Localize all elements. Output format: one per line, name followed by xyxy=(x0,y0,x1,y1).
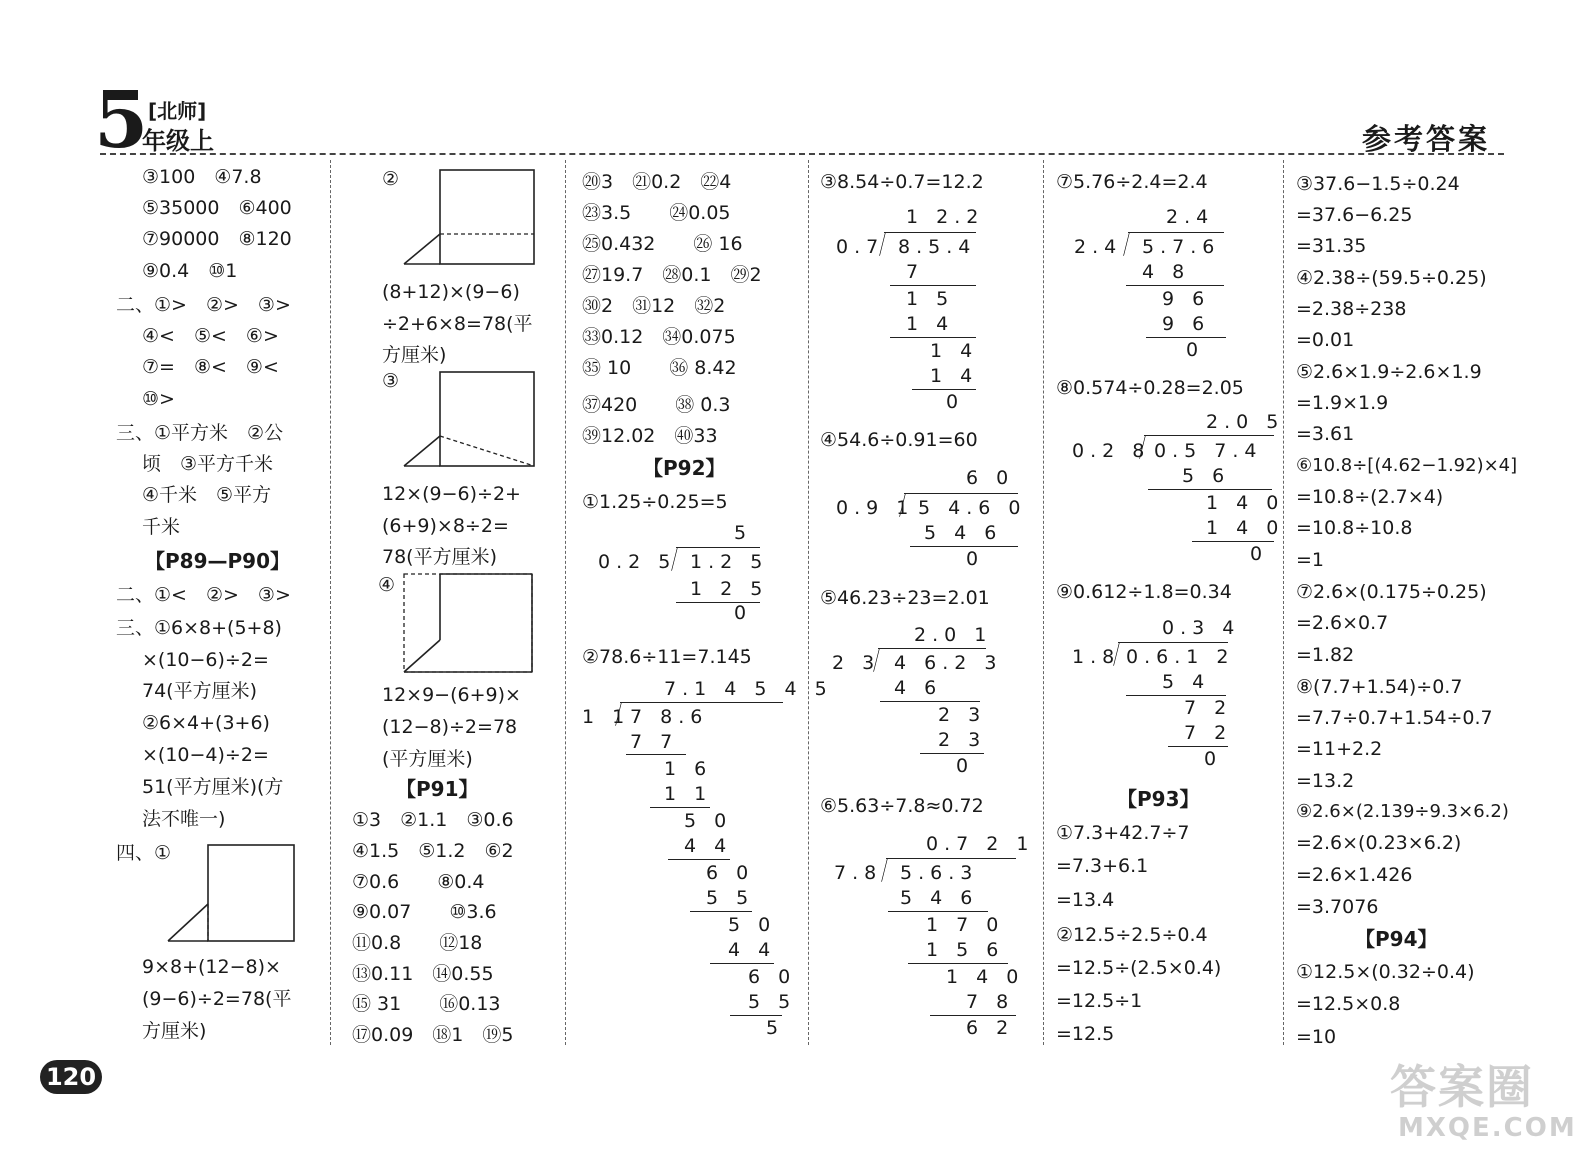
answer-line: =12.5 xyxy=(1056,1023,1115,1045)
quotient: 6 0 xyxy=(966,467,1015,489)
division-step: 1 4 xyxy=(930,365,979,387)
division-remainder: 0 xyxy=(966,548,985,570)
dividend: 0.5 7.4 xyxy=(1154,440,1263,462)
answer-line: =10.8÷10.8 xyxy=(1296,517,1413,539)
division-rule xyxy=(668,859,730,860)
answer-line: =7.7÷0.7+1.54÷0.7 xyxy=(1296,707,1493,729)
division-rule xyxy=(910,546,1018,547)
answer-line: (6+9)×8÷2= xyxy=(382,515,509,537)
watermark-text: 答案圈 xyxy=(1390,1060,1534,1114)
division-step: 5 6 xyxy=(1182,465,1231,487)
dividend: 7 8.6 xyxy=(630,706,709,728)
answer-line: =10 xyxy=(1296,1026,1337,1048)
answer-line: =7.3+6.1 xyxy=(1056,855,1149,877)
answer-line: 四、① xyxy=(116,842,172,864)
quotient: 0.3 4 xyxy=(1162,617,1241,639)
answer-line: 51(平方厘米)(方 xyxy=(142,776,284,798)
logo-edition: [北师] xyxy=(148,99,207,123)
answer-line: ②12.5÷2.5÷0.4 xyxy=(1056,924,1208,946)
answer-line: ③100 ④7.8 xyxy=(142,166,262,188)
divisor: 1 1 xyxy=(582,706,631,728)
answer-line: 78(平方厘米) xyxy=(382,546,498,568)
section-heading: 【P93】 xyxy=(1117,787,1200,811)
dividend: 1.2 5 xyxy=(690,551,769,573)
division-step: 5 5 xyxy=(706,887,755,909)
answer-line: ⑦2.6×(0.175÷0.25) xyxy=(1296,581,1487,603)
division-step: 6 0 xyxy=(706,862,755,884)
answer-line: ⑤2.6×1.9÷2.6×1.9 xyxy=(1296,361,1482,383)
answer-line: 三、①平方米 ②公 xyxy=(116,422,284,444)
divisor: 0.9 1 xyxy=(836,497,915,519)
watermark-url: MXQE.COM xyxy=(1398,1113,1577,1143)
answer-line: =2.38÷238 xyxy=(1296,298,1407,320)
answer-line: =2.6×(0.23×6.2) xyxy=(1296,832,1462,854)
division-remainder: 0 xyxy=(1250,543,1269,565)
answer-line: =13.2 xyxy=(1296,770,1355,792)
division-step: 6 0 xyxy=(748,966,797,988)
answer-line: ⑪0.8 ⑫18 xyxy=(352,932,483,954)
division-rule xyxy=(890,285,976,286)
division-rule xyxy=(1168,746,1228,747)
quotient: 2.0 5 xyxy=(1206,411,1285,433)
division-rule xyxy=(1126,285,1224,286)
division-rule xyxy=(880,701,980,702)
division-step: 4 4 xyxy=(684,835,733,857)
division-rule xyxy=(920,753,984,754)
answer-line: ④1.5 ⑤1.2 ⑥2 xyxy=(352,840,514,862)
divisor: 1.8 xyxy=(1072,646,1121,668)
divisor: 7.8 xyxy=(834,862,883,884)
division-bar xyxy=(886,858,1016,859)
answer-line: ⑤35000 ⑥400 xyxy=(142,197,292,219)
answer-line: ⑨0.4 ⑩1 xyxy=(142,260,238,282)
answer-line: 二、①> ②> ③> xyxy=(116,294,291,316)
figure-label: ③ xyxy=(382,370,400,392)
page-title: 参考答案 xyxy=(1362,122,1491,156)
division-step: 1 4 xyxy=(906,313,955,335)
column-divider xyxy=(330,160,331,1045)
quotient: 0.7 2 1 xyxy=(926,833,1035,855)
answer-line: 三、①6×8+(5+8) xyxy=(116,617,282,639)
answer-line: ⑧0.574÷0.28=2.05 xyxy=(1056,377,1244,399)
division-remainder: 0 xyxy=(734,602,753,624)
answer-line: ⑨0.07 ⑩3.6 xyxy=(352,901,497,923)
dividend: 5.7.6 xyxy=(1142,236,1221,258)
answer-line: =12.5÷1 xyxy=(1056,990,1143,1012)
answer-line: =10.8÷(2.7×4) xyxy=(1296,486,1444,508)
answer-line: ㉕0.432 ㉖ 16 xyxy=(582,233,743,255)
division-step: 7 7 xyxy=(630,731,679,753)
quotient: 5 xyxy=(734,522,753,544)
answer-line: 12×9−(6+9)× xyxy=(382,684,521,706)
answer-line: ㉝0.12 ㉞0.075 xyxy=(582,326,736,348)
division-rule xyxy=(1126,695,1226,696)
section-heading: 【P91】 xyxy=(396,777,479,801)
answer-line: (9−6)÷2=78(平 xyxy=(142,988,292,1010)
answer-line: =11+2.2 xyxy=(1296,738,1383,760)
division-remainder: 0 xyxy=(946,391,965,413)
divisor: 0.2 8 xyxy=(1072,440,1151,462)
answer-line: ㉚2 ㉛12 ㉜2 xyxy=(582,295,726,317)
divisor: 2 3 xyxy=(832,652,881,674)
answer-line: ⑨2.6×(2.139÷9.3×6.2) xyxy=(1296,801,1509,822)
answer-line: ⑦0.6 ⑧0.4 xyxy=(352,871,485,893)
answer-line: ⑮ 31 ⑯0.13 xyxy=(352,993,501,1015)
division-step: 1 5 xyxy=(906,288,955,310)
dividend: 0.6.1 2 xyxy=(1126,646,1235,668)
answer-line: ⑦5.76÷2.4=2.4 xyxy=(1056,171,1208,193)
division-bar xyxy=(1144,435,1274,436)
quotient: 2.4 xyxy=(1166,206,1215,228)
answer-line: ②78.6÷11=7.14̇5̇ xyxy=(582,646,752,668)
answer-line: =13.4 xyxy=(1056,889,1115,911)
division-remainder: 6 2 xyxy=(966,1017,1015,1039)
division-step: 1 4 xyxy=(930,340,979,362)
division-bar xyxy=(904,493,1018,494)
answer-line: ㊴12.02 ㊵33 xyxy=(582,425,718,447)
trapezoid-figure xyxy=(400,168,540,268)
division-step: 5 5 xyxy=(748,991,797,1013)
trapezoid-figure xyxy=(400,572,540,676)
answer-line: ④2.38÷(59.5÷0.25) xyxy=(1296,267,1487,289)
answer-line: ⑥10.8÷[(4.62−1.92)×4] xyxy=(1296,455,1518,476)
logo-grade-label: 年级上 xyxy=(142,127,214,155)
trapezoid-figure xyxy=(400,370,540,470)
answer-line: ⑳3 ㉑0.2 ㉒4 xyxy=(582,171,732,193)
answer-line: ×(10−4)÷2= xyxy=(142,744,269,766)
division-step: 7 8 xyxy=(966,991,1015,1013)
column-divider xyxy=(1043,160,1044,1045)
answer-line: =0.01 xyxy=(1296,329,1355,351)
quotient: 1 2.2 xyxy=(906,206,985,228)
answer-line: 二、①< ②> ③> xyxy=(116,584,291,606)
division-rule xyxy=(1146,337,1226,338)
header-divider xyxy=(100,153,1504,155)
answer-line: 方厘米) xyxy=(142,1020,207,1042)
division-bar xyxy=(1118,642,1228,643)
divisor: 0.2 5 xyxy=(598,551,677,573)
divisor: 0.7 xyxy=(836,236,885,258)
answer-line: ①3 ②1.1 ③0.6 xyxy=(352,809,514,831)
division-bar xyxy=(878,648,986,649)
dividend: 4 6.2 3 xyxy=(894,652,1003,674)
answer-line: ⑧(7.7+1.54)÷0.7 xyxy=(1296,676,1463,698)
answer-line: (8+12)×(9−6) xyxy=(382,281,520,303)
answer-line: 法不唯一) xyxy=(142,808,226,830)
division-step: 9 6 xyxy=(1162,313,1211,335)
division-step: 1 4 0 xyxy=(1206,517,1285,539)
division-rule xyxy=(908,963,1008,964)
division-remainder: 0 xyxy=(1186,339,1205,361)
division-step: 1 4 0 xyxy=(1206,492,1285,514)
answer-line: 顷 ③平方千米 xyxy=(142,453,274,475)
division-rule xyxy=(912,389,976,390)
answer-line: 方厘米) xyxy=(382,344,447,366)
division-remainder: 5 xyxy=(766,1017,785,1039)
division-rule xyxy=(890,337,976,338)
division-step: 1 5 6 xyxy=(926,939,1005,961)
column-divider xyxy=(565,160,566,1045)
answer-line: =1.9×1.9 xyxy=(1296,392,1389,414)
answer-line: =31.35 xyxy=(1296,235,1367,257)
quotient: 7.1 4 5 4 5 xyxy=(664,678,833,700)
answer-line: ㉗19.7 ㉘0.1 ㉙2 xyxy=(582,264,762,286)
division-step: 5 4 xyxy=(1162,671,1211,693)
divisor: 2.4 xyxy=(1074,236,1123,258)
division-rule xyxy=(730,1015,782,1016)
answer-line: 千米 xyxy=(142,516,181,538)
division-step: 1 2 5 xyxy=(690,578,769,600)
answer-line: ㉟ 10 ㊱ 8.42 xyxy=(582,357,737,379)
answer-line: (平方厘米) xyxy=(382,748,473,770)
section-heading: 【P94】 xyxy=(1355,927,1438,951)
division-step: 7 2 xyxy=(1184,697,1233,719)
answer-line: ⑥5.63÷7.8≈0.72 xyxy=(820,795,984,817)
answer-line: 74(平方厘米) xyxy=(142,680,258,702)
dividend: 8.5.4 xyxy=(898,236,977,258)
answer-line: =2.6×0.7 xyxy=(1296,612,1389,634)
division-step: 4 8 xyxy=(1142,261,1191,283)
division-rule xyxy=(1192,541,1274,542)
division-step: 2 3 xyxy=(938,729,987,751)
division-step: 5 0 xyxy=(684,810,733,832)
column-divider xyxy=(808,160,809,1045)
division-bar xyxy=(620,702,783,703)
section-heading: 【P89—P90】 xyxy=(145,549,290,573)
answer-line: =3.7076 xyxy=(1296,896,1379,918)
division-step: 4 6 xyxy=(894,677,943,699)
division-step: 5 0 xyxy=(728,914,777,936)
section-heading: 【P92】 xyxy=(643,456,726,480)
division-bar xyxy=(1128,232,1224,233)
answer-line: ㊲420 ㊳ 0̇.3 xyxy=(582,394,731,416)
answer-line: =12.5÷(2.5×0.4) xyxy=(1056,957,1222,979)
answer-line: ⑦90000 ⑧120 xyxy=(142,228,292,250)
answer-line: 9×8+(12−8)× xyxy=(142,956,281,978)
division-step: 5 4 6 xyxy=(900,887,979,909)
answer-line: ①7.3+42.7÷7 xyxy=(1056,822,1190,844)
page-header xyxy=(0,0,1580,166)
division-step: 1 7 0 xyxy=(926,914,1005,936)
quotient: 2.0 1 xyxy=(914,624,993,646)
answer-line: =2.6×1.426 xyxy=(1296,864,1413,886)
answer-line: =37.6−6.25 xyxy=(1296,204,1413,226)
answer-line: ①1.25÷0.25=5 xyxy=(582,491,728,513)
division-step: 1 1 xyxy=(664,783,713,805)
division-step: 7 xyxy=(906,261,925,283)
answer-line: 12×(9−6)÷2+ xyxy=(382,483,521,505)
answer-line: ④千米 ⑤平方 xyxy=(142,484,272,506)
division-rule xyxy=(930,1015,1016,1016)
answer-line: ⑩> xyxy=(142,388,175,410)
division-rule xyxy=(650,807,710,808)
answer-line: =12.5×0.8 xyxy=(1296,993,1401,1015)
answer-line: ④< ⑤< ⑥> xyxy=(142,325,279,347)
trapezoid-figure xyxy=(160,842,300,944)
column-divider xyxy=(1283,160,1284,1045)
division-rule xyxy=(690,911,752,912)
division-bracket xyxy=(1123,232,1130,256)
division-step: 9 6 xyxy=(1162,288,1211,310)
answer-line: ⑤46.23÷23=2.01 xyxy=(820,587,990,609)
answer-line: ⑰0.09 ⑱1 ⑲5 xyxy=(352,1024,514,1046)
division-step: 1 6 xyxy=(664,758,713,780)
figure-label: ② xyxy=(382,168,400,190)
answer-line: ③8.54÷0.7=12.2 xyxy=(820,171,984,193)
division-step: 1 4 0 xyxy=(946,966,1025,988)
answer-line: ⑬0.11 ⑭0.55 xyxy=(352,963,494,985)
division-step: 4 4 xyxy=(728,939,777,961)
answer-line: =1.82 xyxy=(1296,644,1355,666)
answer-line: ②6×4+(3+6) xyxy=(142,712,270,734)
division-step: 5 4 6 xyxy=(924,522,1003,544)
answer-line: ④54.6÷0.91=60 xyxy=(820,429,978,451)
figure-label: ④ xyxy=(378,574,396,596)
answer-line: ③37.6−1.5÷0.24 xyxy=(1296,173,1460,195)
division-step: 7 2 xyxy=(1184,722,1233,744)
division-rule xyxy=(1148,489,1272,490)
division-bar xyxy=(676,547,760,548)
division-rule xyxy=(626,754,686,755)
division-rule xyxy=(710,963,774,964)
page-number-badge: 120 xyxy=(40,1060,102,1094)
answer-line: ㉓3.5 ㉔0.05 xyxy=(582,202,731,224)
division-rule xyxy=(888,911,988,912)
answer-line: ÷2+6×8=78(平 xyxy=(382,313,533,335)
answer-line: ①12.5×(0.32÷0.4) xyxy=(1296,961,1475,983)
logo-grade-number: 5 xyxy=(94,75,149,166)
dividend: 5 4.6 0 xyxy=(918,497,1027,519)
division-step: 2 3 xyxy=(938,704,987,726)
answer-line: ⑨0.612÷1.8=0.34 xyxy=(1056,581,1232,603)
answer-line: =3.61 xyxy=(1296,423,1355,445)
answer-line: =1 xyxy=(1296,549,1325,571)
division-remainder: 0 xyxy=(956,755,975,777)
division-bar xyxy=(884,232,976,233)
answer-line: (12−8)÷2=78 xyxy=(382,716,518,738)
division-remainder: 0 xyxy=(1204,748,1223,770)
dividend: 5.6.3 xyxy=(900,862,979,884)
answer-line: ×(10−6)÷2= xyxy=(142,649,269,671)
watermark xyxy=(1390,1051,1577,1151)
answer-line: ⑦= ⑧< ⑨< xyxy=(142,356,279,378)
